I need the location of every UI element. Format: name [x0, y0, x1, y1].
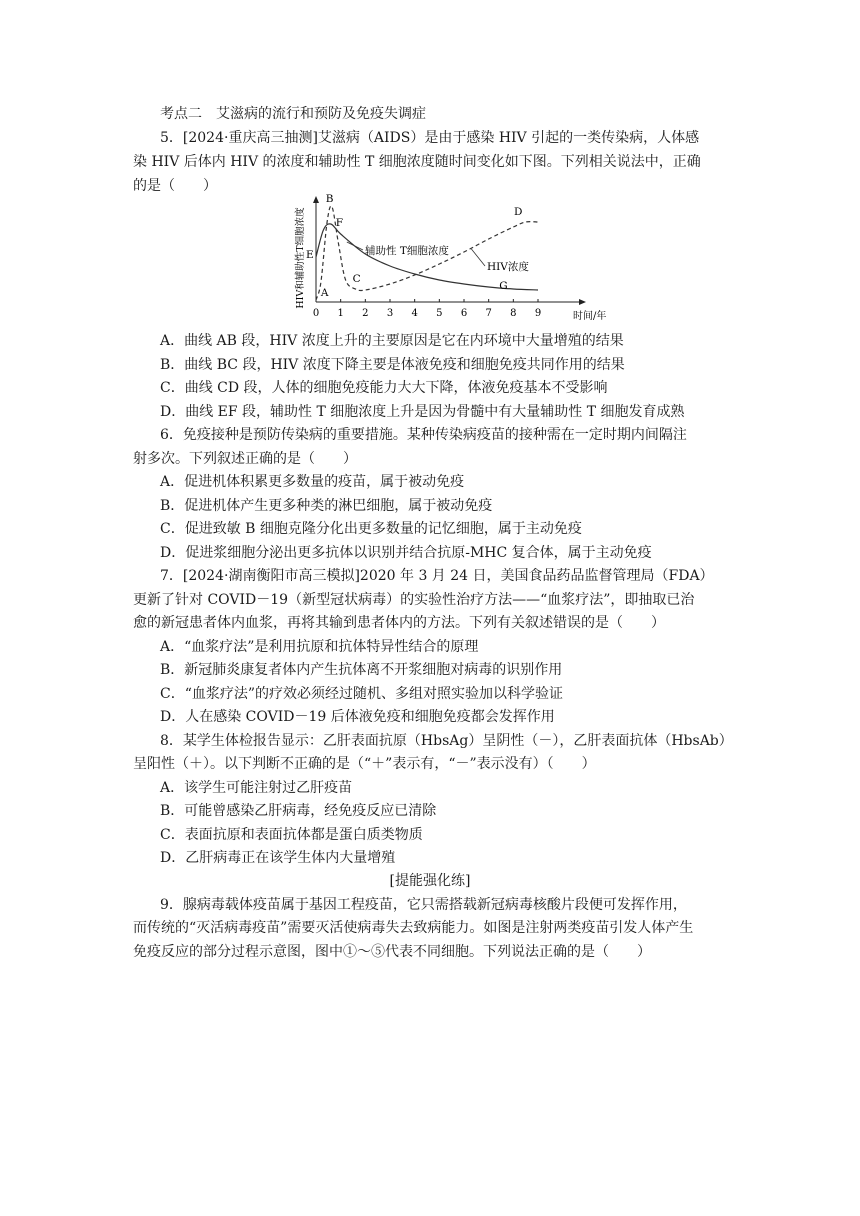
- x-tick-label-8: 8: [510, 308, 517, 319]
- q9-line-3: 免疫反应的部分过程示意图，图中①～⑤代表不同细胞。下列说法正确的是（ ）: [133, 944, 651, 960]
- q9-line-1: 9．腺病毒载体疫苗属于基因工程疫苗，它只需搭载新冠病毒核酸片段便可发挥作用，: [160, 897, 687, 913]
- q6-line-1: 6．免疫接种是预防传染病的重要措施。某种传染病疫苗的接种需在一定时期内间隔注: [160, 427, 687, 443]
- series-label-t-cell: 辅助性 T细胞浓度: [365, 245, 449, 257]
- q7-line-1: 7．[2024·湖南衡阳市高三模拟]2020 年 3 月 24 日，美国食品药品监督管理局（FDA）: [160, 568, 714, 584]
- chart-xlabel: 时间/年: [573, 311, 607, 322]
- hiv-label-leader: [471, 249, 485, 266]
- q8-line-2: 呈阳性（＋）。以下判断不正确的是（“＋”表示有，“－”表示没有）（ ）: [133, 756, 596, 772]
- x-axis-arrow: [579, 299, 586, 305]
- x-tick-label-0: 0: [312, 308, 320, 319]
- x-tick-label-4: 4: [411, 308, 418, 319]
- q7-option-b: B．新冠肺炎康复者体内产生抗体离不开浆细胞对病毒的识别作用: [160, 662, 563, 678]
- q8-line-1: 8．某学生体检报告显示：乙肝表面抗原（HbsAg）呈阴性（－），乙肝表面抗体（HbsAb）: [160, 733, 733, 749]
- q6-option-d: D．促进浆细胞分泌出更多抗体以识别并结合抗原-MHC 复合体，属于主动免疫: [160, 545, 652, 561]
- x-tick-label-9: 9: [534, 308, 542, 319]
- chart-ylabel: HIV和辅助性T细胞浓度: [295, 207, 306, 309]
- q7-option-a: A．“血浆疗法”是利用抗原和抗体特异性结合的原理: [160, 639, 479, 655]
- q5-line-2: 染 HIV 后体内 HIV 的浓度和辅助性 T 细胞浓度随时间变化如下图。下列相关说法中，正确: [133, 154, 701, 170]
- series-label-hiv: HIV浓度: [487, 261, 529, 273]
- q6-option-c: C．促进致敏 B 细胞克隆分化出更多数量的记忆细胞，属于主动免疫: [160, 521, 582, 537]
- point-label-E: E: [305, 249, 314, 261]
- q8-option-a: A．该学生可能注射过乙肝疫苗: [160, 780, 353, 796]
- q5-line-1: 5．[2024·重庆高三抽测]艾滋病（AIDS）是由于感染 HIV 引起的一类传染病，人体感: [160, 130, 700, 146]
- q5-option-a: A．曲线 AB 段，HIV 浓度上升的主要原因是它在内环境中大量增殖的结果: [160, 333, 624, 349]
- x-tick-label-6: 6: [460, 308, 468, 319]
- q7-option-d: D．人在感染 COVID－19 后体液免疫和细胞免疫都会发挥作用: [160, 709, 555, 725]
- y-axis-arrow: [313, 196, 319, 203]
- x-tick-label-7: 7: [485, 308, 492, 319]
- q8-option-c: C．表面抗原和表面抗体都是蛋白质类物质: [160, 827, 423, 843]
- point-label-A: A: [320, 287, 329, 299]
- q7-line-2: 更新了针对 COVID－19（新型冠状病毒）的实验性治疗方法——“血浆疗法”，即抽取已治: [133, 592, 695, 608]
- x-tick-label-3: 3: [386, 308, 394, 319]
- point-label-G: G: [499, 280, 508, 292]
- x-tick-label-1: 1: [337, 308, 344, 319]
- x-tick-label-5: 5: [436, 308, 443, 319]
- x-tick-label-2: 2: [362, 308, 369, 319]
- q5-option-d: D．曲线 EF 段，辅助性 T 细胞浓度上升是因为骨髓中有大量辅助性 T 细胞发育成熟: [160, 404, 685, 420]
- section2-title: [提能强化练]: [389, 873, 471, 889]
- point-label-D: D: [514, 206, 523, 218]
- hiv-chart: [292, 193, 607, 326]
- q5-option-b: B．曲线 BC 段，HIV 浓度下降主要是体液免疫和细胞免疫共同作用的结果: [160, 357, 625, 373]
- q6-line-2: 射多次。下列叙述正确的是（ ）: [133, 451, 357, 467]
- point-label-F: F: [335, 217, 344, 229]
- section-title: 考点二 艾滋病的流行和预防及免疫失调症: [160, 106, 426, 122]
- q9-line-2: 而传统的“灭活病毒疫苗”需要灭活使病毒失去致病能力。如图是注射两类疫苗引发人体产生: [133, 920, 694, 936]
- q7-line-3: 愈的新冠患者体内血浆，再将其输到患者体内的方法。下列有关叙述错误的是（ ）: [133, 615, 665, 631]
- t-cell-label-leader: [347, 242, 363, 250]
- q6-option-b: B．促进机体产生更多种类的淋巴细胞，属于被动免疫: [160, 498, 493, 514]
- point-label-B: B: [325, 193, 334, 205]
- point-label-C: C: [352, 273, 361, 285]
- q6-option-a: A．促进机体积累更多数量的疫苗，属于被动免疫: [160, 474, 465, 490]
- q8-option-d: D．乙肝病毒正在该学生体内大量增殖: [160, 850, 396, 866]
- q5-line-3: 的是（ ）: [133, 178, 217, 194]
- q5-option-c: C．曲线 CD 段，人体的细胞免疫能力大大下降，体液免疫基本不受影响: [160, 380, 608, 396]
- q7-option-c: C．“血浆疗法”的疗效必须经过随机、多组对照实验加以科学验证: [160, 686, 564, 702]
- q8-option-b: B．可能曾感染乙肝病毒，经免疫反应已清除: [160, 803, 437, 819]
